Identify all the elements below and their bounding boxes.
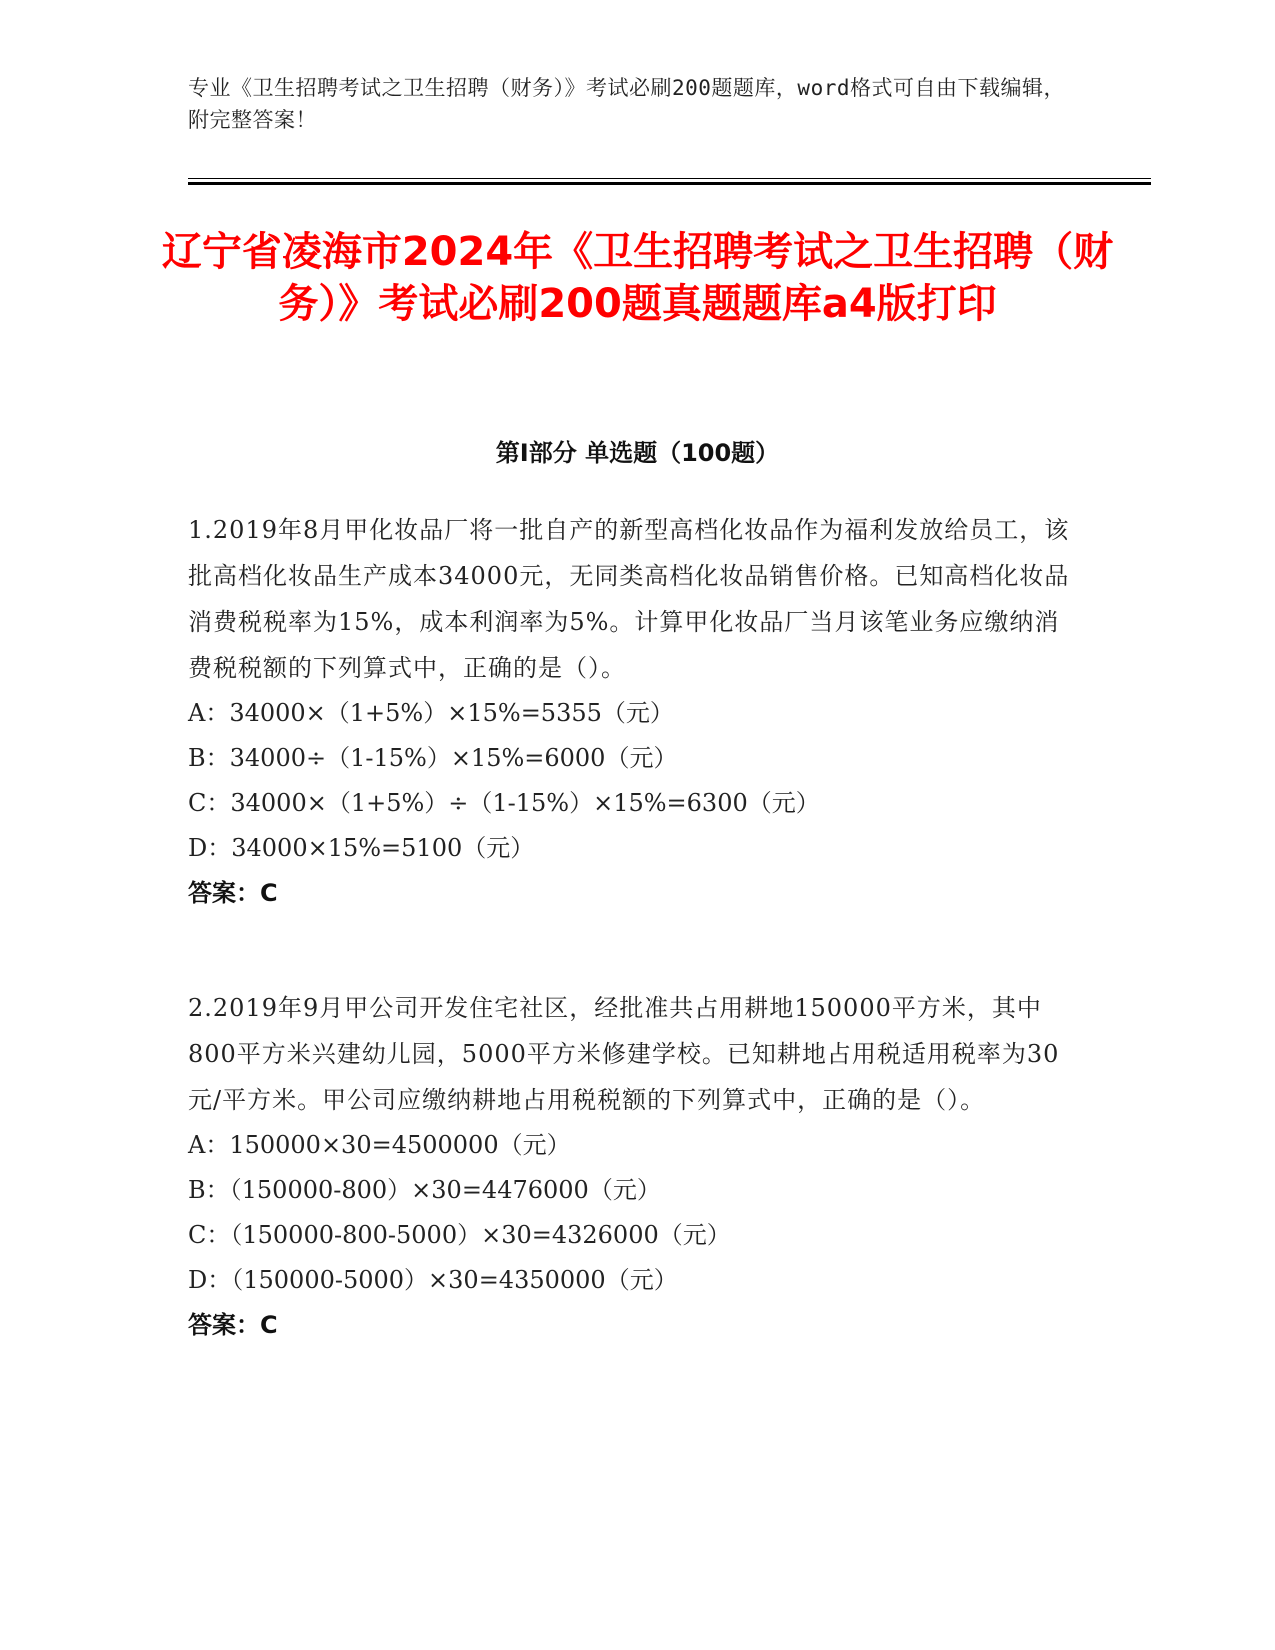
header-divider-thin (188, 178, 1151, 179)
document-title: 辽宁省凌海市2024年《卫生招聘考试之卫生招聘（财务）》考试必刷200题真题题库a4版打印 (161, 229, 1114, 327)
option-b: B：34000÷（1-15%）×15%=6000（元） (188, 744, 678, 772)
option-d: D：34000×15%=5100（元） (188, 834, 535, 862)
option-d: D：（150000-5000）×30=4350000（元） (188, 1266, 678, 1294)
section-title: 第Ⅰ部分 单选题（100题） (495, 439, 780, 467)
question-text: 2.2019年9月甲公司开发住宅社区，经批准共占用耕地150000平方米，其中800平方米兴建幼儿园，5000平方米修建学校。已知耕地占用税适用税率为30元/平方米。甲公司应缴纳耕地占用税税额的下列算式中，正确的是（）。 (188, 994, 1060, 1114)
option-c: C：（150000-800-5000）×30=4326000（元） (188, 1221, 731, 1249)
question-2 (188, 985, 1078, 1348)
header-note: 专业《卫生招聘考试之卫生招聘（财务）》考试必刷200题题库，word格式可自由下载编辑，附完整答案！ (188, 76, 1065, 132)
question-text: 1.2019年8月甲化妆品厂将一批自产的新型高档化妆品作为福利发放给员工，该批高档化妆品生产成本34000元，无同类高档化妆品销售价格。已知高档化妆品消费税税率为15%，成本利润率为5%。计算甲化妆品厂当月该笔业务应缴纳消费税税额的下列算式中，正确的是（）。 (188, 516, 1070, 682)
answer-line: 答案：C (188, 1311, 278, 1339)
question-1 (188, 507, 1078, 916)
option-a: A：34000×（1+5%）×15%=5355（元） (188, 699, 674, 727)
answer-line: 答案：C (188, 879, 278, 907)
option-a: A：150000×30=4500000（元） (188, 1131, 571, 1159)
header-divider-thick (188, 182, 1151, 185)
option-c: C：34000×（1+5%）÷（1-15%）×15%=6300（元） (188, 789, 820, 817)
option-b: B：（150000-800）×30=4476000（元） (188, 1176, 661, 1204)
